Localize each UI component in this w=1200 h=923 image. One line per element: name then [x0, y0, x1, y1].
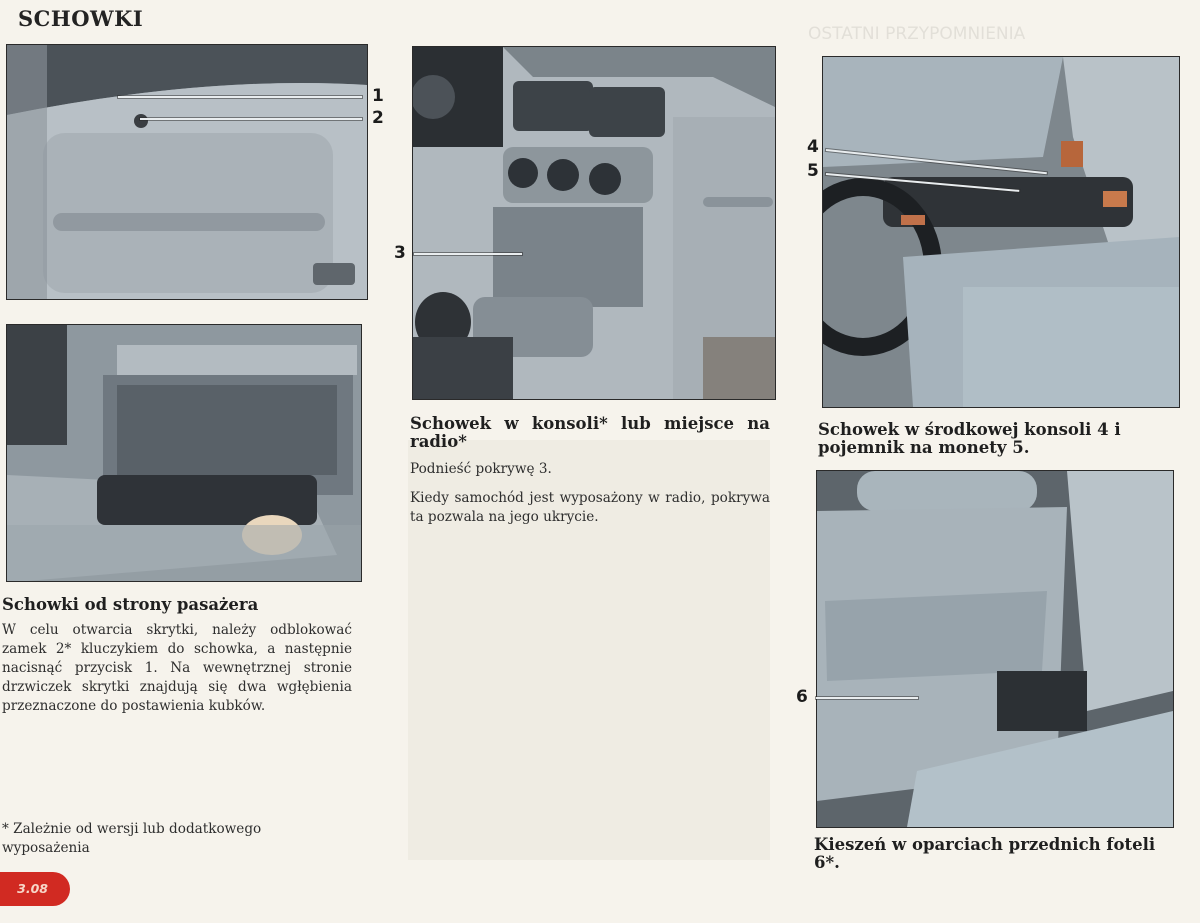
passenger-storage-paragraph: W celu otwarcia skrytki, należy odblokować zamek 2* kluczykiem do schowka, a następnie nacisnąć przycisk 1. Na wewnętrznej stronie drzwiczek skrytki znajdują się dwa wgłębienia przeznaczone do postawienia kubków.	[2, 622, 352, 714]
leader-line-3	[414, 253, 522, 255]
console-paragraph-1: Podnieść pokrywę 3.	[410, 461, 552, 477]
photo-seatback-pocket	[816, 470, 1174, 828]
passenger-storage-heading: Schowki od strony pasażera	[2, 595, 259, 614]
seatback-pocket-caption: Kieszeń w oparciach przednich foteli 6*.	[814, 835, 1156, 872]
photo-glovebox-open	[6, 324, 362, 582]
callout-5: 5	[807, 161, 819, 181]
callout-6: 6	[796, 687, 808, 707]
photo-center-console	[412, 46, 776, 400]
page-number-badge: 3.08	[0, 872, 70, 906]
footnote: * Zależnie od wersji lub dodatkowego wyposażenia	[2, 821, 262, 856]
center-console-caption: Schowek w środkowej konsoli 4 i pojemnik na monety 5.	[818, 420, 1121, 457]
leader-line-6	[816, 697, 918, 699]
callout-2: 2	[372, 108, 384, 128]
photo-glovebox-closed	[6, 44, 368, 300]
console-storage-heading: Schowek w konsoli* lub miejsce na radio*	[410, 414, 770, 451]
photo-seats-center-console	[822, 56, 1180, 408]
page-title: SCHOWKI	[18, 6, 144, 31]
leader-line-2	[140, 118, 362, 120]
callout-4: 4	[807, 137, 819, 157]
callout-3: 3	[394, 243, 406, 263]
callout-1: 1	[372, 86, 384, 106]
console-paragraph-2: Kiedy samochód jest wyposażony w radio, pokrywa ta pozwala na jego ukrycie.	[410, 490, 770, 525]
leader-line-1	[118, 96, 362, 98]
next-page-bleed-text: OSTATNI PRZYPOMNIENIA	[808, 24, 1026, 44]
